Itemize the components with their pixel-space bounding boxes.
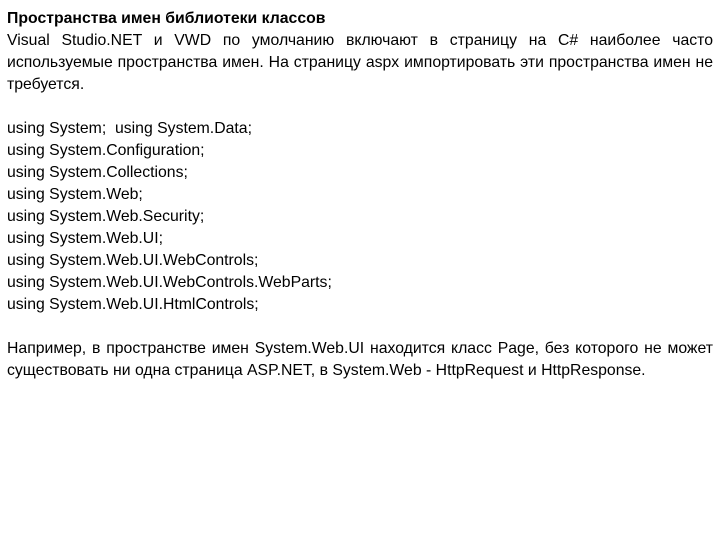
- slide-title: Пространства имен библиотеки классов: [7, 10, 326, 27]
- using-line: using System.Collections;: [7, 164, 188, 181]
- intro-paragraph: Visual Studio.NET и VWD по умолчанию включают в страницу на C# наиболее часто используемые пространства имен. На страницу aspx импортировать эти пространства имен не требуется.: [7, 32, 713, 93]
- using-line: using System.Web.Security;: [7, 208, 205, 225]
- using-line: using System.Web;: [7, 186, 143, 203]
- using-directives-list: [7, 118, 713, 316]
- slide-content: [7, 8, 713, 382]
- spacer: [7, 316, 713, 338]
- using-line: using System.Web.UI.WebControls;: [7, 252, 259, 269]
- using-line: using System.Configuration;: [7, 142, 205, 159]
- example-paragraph: Например, в пространстве имен System.Web.UI находится класс Page, без которого не может существовать ни одна страница ASP.NET, в System.Web - HttpRequest и HttpResponse.: [7, 340, 713, 379]
- using-line: using System.Web.UI.HtmlControls;: [7, 296, 259, 313]
- using-line: using System.Web.UI.WebControls.WebParts;: [7, 274, 332, 291]
- using-line: using System.Web.UI;: [7, 230, 163, 247]
- spacer: [7, 96, 713, 118]
- using-line: using System; using System.Data;: [7, 120, 252, 137]
